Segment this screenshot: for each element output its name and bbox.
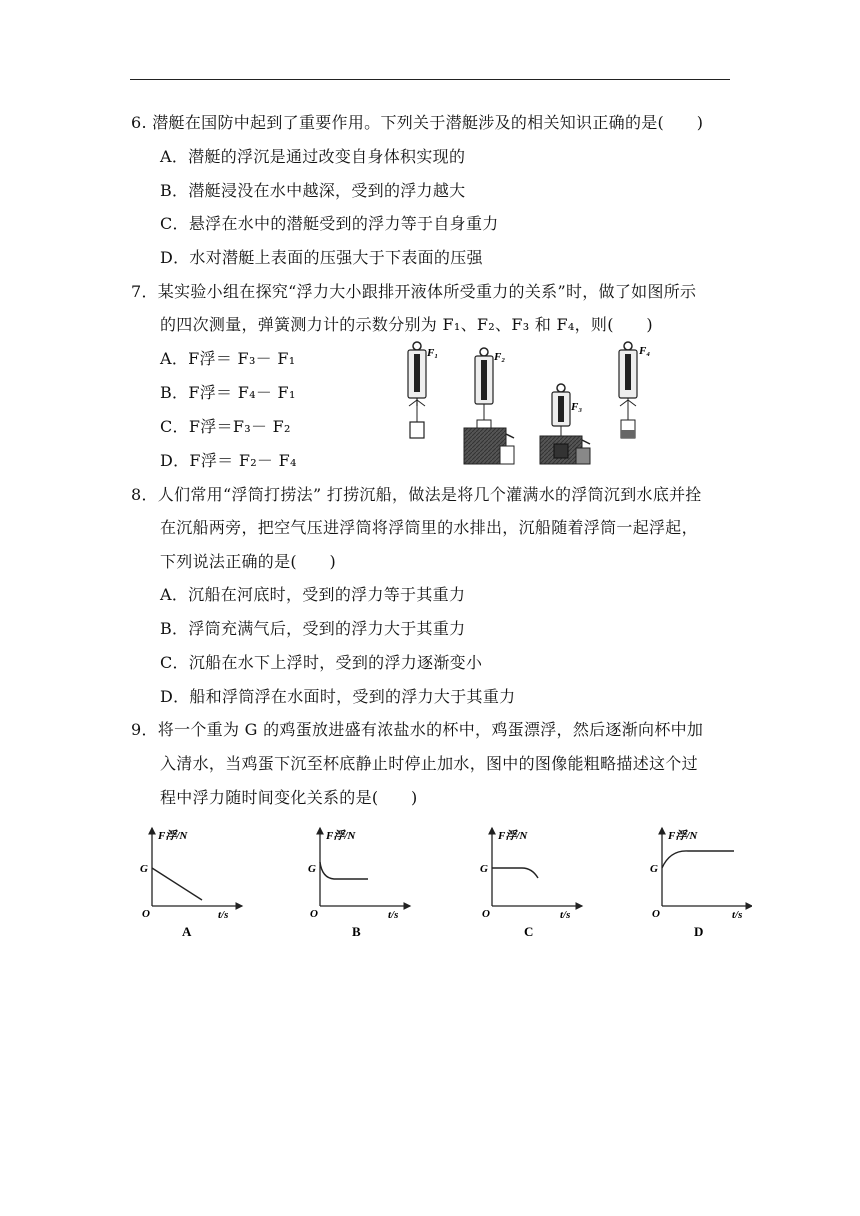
graph-a-origin: O — [142, 908, 150, 920]
q6-option-d: D．水对潜艇上表面的压强大于下表面的压强 — [160, 248, 483, 267]
q6-option-c: C．悬浮在水中的潜艇受到的浮力等于自身重力 — [160, 214, 499, 233]
q8-stem-line2: 在沉船两旁，把空气压进浮筒将浮筒里的水排出，沉船随着浮筒一起浮起， — [160, 518, 698, 537]
f3-label: F₃ — [571, 401, 583, 413]
q9-stem-line3: 程中浮力随时间变化关系的是( ) — [160, 788, 418, 807]
q8-option-b: B．浮筒充满气后，受到的浮力大于其重力 — [160, 619, 466, 638]
q7-stem-line1: 7．某实验小组在探究“浮力大小跟排开液体所受重力的关系”时，做了如图所示 — [131, 282, 697, 301]
f4-label: F₄ — [639, 345, 651, 357]
graph-c-caption: C — [524, 924, 534, 939]
graph-a — [140, 828, 242, 939]
graph-a-xlabel: t/s — [218, 909, 229, 921]
q9-stem-line1: 9．将一个重为 G 的鸡蛋放进盛有浓盐水的杯中，鸡蛋漂浮，然后逐渐向杯中加 — [131, 720, 704, 739]
graph-d-origin: O — [652, 908, 660, 920]
graph-d-caption: D — [694, 924, 704, 939]
graph-b-xlabel: t/s — [388, 909, 399, 921]
graph-a-ylabel: F浮/N — [158, 830, 188, 842]
graph-c-xlabel: t/s — [560, 909, 571, 921]
q7-option-a: A．F浮＝ F₃－ F₁ — [160, 349, 296, 368]
graph-c — [480, 828, 582, 939]
q7-option-b: B．F浮＝ F₄－ F₁ — [160, 383, 296, 402]
f2-label: F₂ — [494, 351, 506, 363]
q8-option-d: D．船和浮筒浮在水面时，受到的浮力大于其重力 — [160, 687, 516, 706]
spring-scale-4 — [619, 342, 637, 438]
buoyancy-graphs — [136, 822, 752, 944]
spring-scale-2 — [464, 348, 514, 464]
graph-d-xlabel: t/s — [732, 909, 743, 921]
graph-a-caption: A — [182, 924, 192, 939]
graph-d — [650, 828, 752, 939]
graph-c-ylabel: F浮/N — [498, 830, 528, 842]
graph-b-origin: O — [310, 908, 318, 920]
q9-stem-line2: 入清水，当鸡蛋下沉至杯底静止时停止加水，图中的图像能粗略描述这个过 — [160, 754, 698, 773]
graph-d-g: G — [650, 863, 658, 875]
q8-stem-line1: 8．人们常用“浮筒打捞法” 打捞沉船，做法是将几个灌满水的浮筒沉到水底并拴 — [131, 485, 702, 504]
q7-option-d: D．F浮＝ F₂－ F₄ — [160, 451, 297, 470]
q7-stem-line2: 的四次测量，弹簧测力计的示数分别为 F₁、F₂、F₃ 和 F₄，则( ) — [160, 315, 653, 334]
spring-scale-3 — [540, 384, 590, 464]
graph-c-g: G — [480, 863, 488, 875]
graph-b-ylabel: F浮/N — [326, 830, 356, 842]
graph-a-g: G — [140, 863, 148, 875]
q6-option-a: A．潜艇的浮沉是通过改变自身体积实现的 — [160, 147, 466, 166]
q7-option-c: C．F浮＝F₃－ F₂ — [160, 417, 291, 436]
q6-stem: 6. 潜艇在国防中起到了重要作用。下列关于潜艇涉及的相关知识正确的是( ) — [131, 113, 704, 132]
q8-stem-line3: 下列说法正确的是( ) — [160, 552, 337, 571]
graph-d-ylabel: F浮/N — [668, 830, 698, 842]
q8-option-c: C．沉船在水下上浮时，受到的浮力逐渐变小 — [160, 653, 483, 672]
spring-scale-1 — [408, 342, 426, 438]
q8-option-a: A．沉船在河底时，受到的浮力等于其重力 — [160, 585, 466, 604]
graph-b-caption: B — [352, 924, 361, 939]
header-rule — [130, 79, 730, 80]
graph-b — [308, 828, 410, 939]
q6-option-b: B．潜艇浸没在水中越深，受到的浮力越大 — [160, 181, 466, 200]
graph-b-g: G — [308, 863, 316, 875]
f1-label: F₁ — [427, 347, 439, 359]
spring-scale-figure — [400, 340, 662, 472]
graph-c-origin: O — [482, 908, 490, 920]
